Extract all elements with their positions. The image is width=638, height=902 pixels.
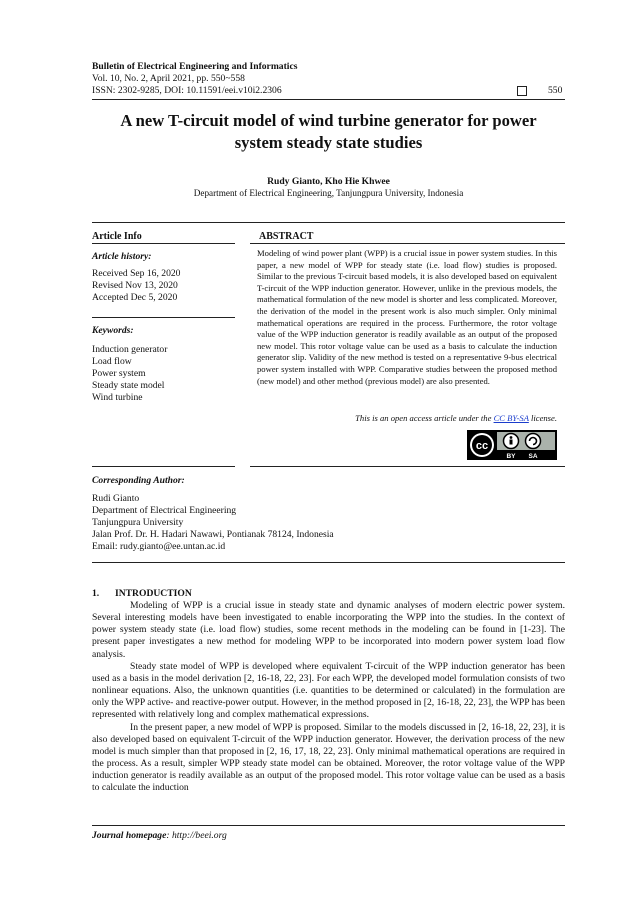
journal-homepage: Journal homepage: http://beei.org — [92, 830, 227, 841]
intro-paragraph: Steady state model of WPP is developed where equivalent T-circuit of the WPP induction generator has been used as a basis in the model derivation [2, 16-18, 22, 23]. For each WPP, the developed model formulation consists of two nonlinear equations. Also, the unknown quantities (i.e. quantities to be determined or calculated) in the formulation are only the WPP active- and reactive-power output. However, in the method proposed in [2, 16-18, 22, 23], the WPP has been represented with relatively long and complex mathematical expressions. — [92, 660, 565, 721]
authors: Rudy Gianto, Kho Hie Khwee — [267, 176, 390, 187]
article-info-rule — [92, 243, 235, 244]
cc-license-icon — [467, 430, 557, 460]
keywords-heading: Keywords: — [92, 325, 134, 336]
keyword-item: Power system — [92, 368, 146, 380]
intro-body — [92, 600, 565, 795]
history-item: Revised Nov 13, 2020 — [92, 280, 178, 292]
title-line: A new T-circuit model of wind turbine generator for power — [120, 111, 537, 130]
history-list — [92, 268, 180, 304]
homepage-url[interactable]: : http://beei.org — [166, 830, 227, 841]
license-link[interactable]: CC BY-SA — [493, 413, 529, 423]
abstract-text: Modeling of wind power plant (WPP) is a crucial issue in power system studies. In this paper, a new model of WPP for steady state (i.e. load flow) studies is proposed. Similar to the previous T-circuit based models, it is also developed based on equivalent T-circuit of the WPP induction generator. However, unlike in the previous models, the mathematical formulation of the new model is shorter and less complicated. Moreover, the derivation of the model in the present work is also much simpler. Only minimal mathematical operations are required in the process. Furthermore, the rotor voltage value of the WPP induction generator is readily available as an output of the proposed new model. This rotor voltage value can be used as a basis to calculate the induction generator slip. Validity of the new method is tested on a representative 9-bus electrical power system installed with WPP. Comparative studies between the proposed method (new model) and other method (previous model) are also presented. — [257, 248, 557, 386]
title-line: system steady state studies — [234, 133, 423, 152]
author-address: Jalan Prof. Dr. H. Hadari Nawawi, Pontianak 78124, Indonesia — [92, 529, 334, 541]
volume-info: Vol. 10, No. 2, April 2021, pp. 550~558 — [92, 73, 245, 84]
article-info-heading: Article Info — [92, 231, 142, 242]
corresponding-heading: Corresponding Author: — [92, 475, 185, 486]
keyword-item: Load flow — [92, 356, 132, 368]
svg-text:cc: cc — [475, 440, 489, 452]
license-statement: This is an open access article under the CC BY-SA license. — [355, 413, 557, 423]
header-rule — [92, 99, 565, 100]
issn-doi: ISSN: 2302-9285, DOI: 10.11591/eei.v10i2.2306 — [92, 85, 282, 96]
keywords-list — [92, 344, 167, 404]
keyword-item: Wind turbine — [92, 392, 143, 404]
page-number: 550 — [548, 85, 563, 96]
affiliation: Department of Electrical Engineering, Tanjungpura University, Indonesia — [193, 188, 464, 198]
cc-by-sa-badge[interactable] — [467, 430, 557, 460]
keyword-item: Steady state model — [92, 380, 165, 392]
badge-sa-label: SA — [528, 453, 538, 460]
page-box-icon — [517, 86, 527, 96]
author-university: Tanjungpura University — [92, 517, 184, 529]
intro-heading: INTRODUCTION — [115, 588, 192, 599]
history-item: Received Sep 16, 2020 — [92, 268, 181, 279]
keywords-rule — [92, 317, 235, 318]
author-email: Email: rudy.gianto@ee.untan.ac.id — [92, 541, 226, 553]
keyword-item: Induction generator — [92, 344, 168, 355]
abstract-bottom-rule — [250, 466, 565, 467]
history-item: Accepted Dec 5, 2020 — [92, 292, 178, 304]
intro-paragraph: In the present paper, a new model of WPP is proposed. Similar to the models discussed in [2, 16-18, 22, 23], it is also developed based on equivalent T-circuit of the WPP induction generator. However, the derivation process of the new model is much simpler than that proposed in [2, 16, 17, 18, 22, 23]. Only minimal mathematical operations are required in the process. As a result, simpler WPP steady state model can be obtained. Moreover, the rotor voltage value of the WPP induction generator is readily available as an output of the proposed model. This rotor voltage value can be used as a basis to calculate the induction — [92, 721, 565, 794]
abstract-rule — [250, 243, 565, 244]
info-bottom-rule — [92, 466, 235, 467]
section-top-rule — [92, 222, 565, 223]
history-heading: Article history: — [92, 251, 152, 262]
corresponding-details — [92, 493, 334, 553]
author-department: Department of Electrical Engineering — [92, 505, 237, 517]
footer-rule — [92, 825, 565, 826]
intro-number: 1. — [92, 588, 100, 599]
badge-by-label: BY — [506, 453, 516, 460]
intro-paragraph: Modeling of WPP is a crucial issue in steady state and dynamic analyses of modern electric power system. Several interesting models have been investigated to enable incorporating the WPP into the studies. In the context of power system steady state (i.e. load flow) studies, some recent methods in the modeling can be found in [1-23]. The present paper investigates a new method for modeling WPP to be incorporated into modern power system load flow analysis. — [92, 600, 565, 660]
abstract-heading: ABSTRACT — [259, 231, 314, 242]
paper-title — [92, 110, 565, 154]
corresponding-rule — [92, 562, 565, 563]
author-name: Rudi Gianto — [92, 493, 140, 504]
journal-name: Bulletin of Electrical Engineering and Informatics — [92, 61, 298, 72]
